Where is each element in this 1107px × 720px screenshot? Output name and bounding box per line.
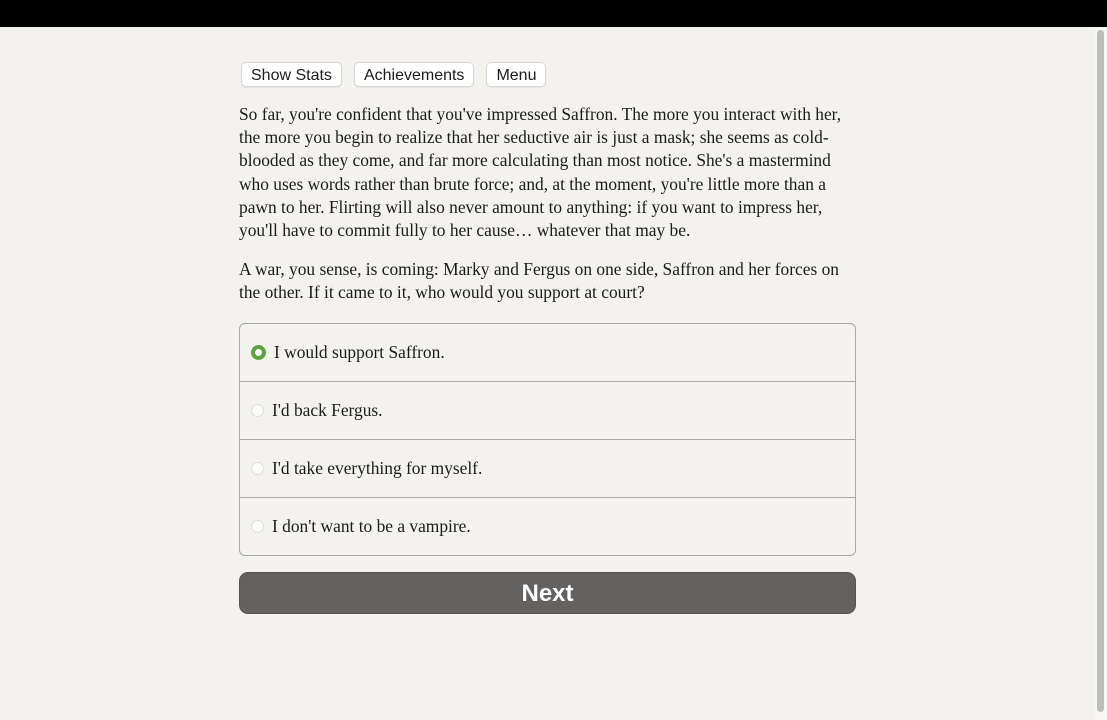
game-toolbar — [241, 62, 546, 87]
story-question: A war, you sense, is coming: Marky and Fergus on one side, Saffron and her forces on the other. If it came to it, who would you support at court? — [239, 259, 839, 303]
choice-label: I don't want to be a vampire. — [272, 516, 471, 536]
choice-label: I'd take everything for myself. — [272, 458, 483, 478]
scrollbar-thumb[interactable] — [1097, 30, 1104, 712]
story-text — [239, 103, 856, 321]
choice-label: I'd back Fergus. — [272, 400, 383, 420]
show-stats-button[interactable]: Show Stats — [241, 62, 342, 87]
choice-list — [239, 323, 856, 556]
next-button[interactable]: Next — [239, 572, 856, 614]
menu-button[interactable]: Menu — [486, 62, 546, 87]
window-top-bar — [0, 0, 1107, 27]
radio-checked-icon[interactable] — [251, 345, 266, 360]
radio-unchecked-icon[interactable] — [251, 520, 264, 533]
story-paragraph: So far, you're confident that you've impressed Saffron. The more you interact with her, the more you begin to realize that her seductive air is just a mask; she seems as cold-blooded as they come, and far more calculating than most notice. She's a mastermind who uses words rather than brute force; and, at the moment, you're little more than a pawn to her. Flirting will also never amount to anything: if you want to impress her, you'll have to commit fully to her cause… whatever that may be. — [239, 104, 842, 241]
choice-option-not-vampire[interactable] — [240, 497, 855, 555]
choice-option-back-fergus[interactable] — [240, 381, 855, 439]
choice-option-take-everything[interactable] — [240, 439, 855, 497]
vertical-scrollbar[interactable] — [1095, 27, 1107, 720]
choice-label: I would support Saffron. — [274, 342, 445, 362]
choice-option-support-saffron[interactable] — [240, 324, 855, 381]
radio-unchecked-icon[interactable] — [251, 462, 264, 475]
radio-unchecked-icon[interactable] — [251, 404, 264, 417]
achievements-button[interactable]: Achievements — [354, 62, 475, 87]
